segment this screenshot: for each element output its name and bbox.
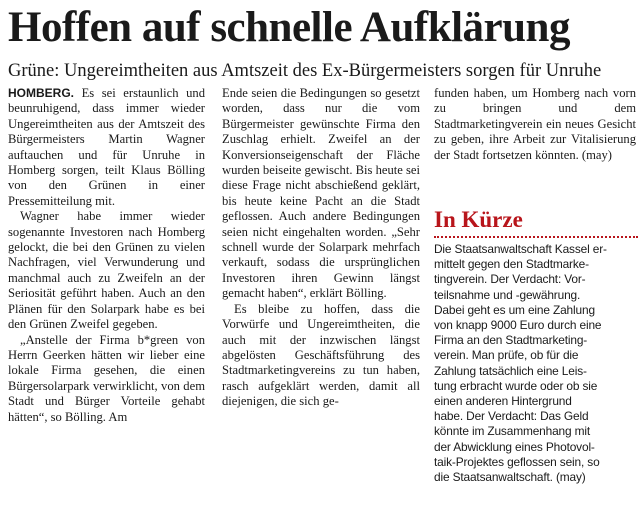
article-headline: Hoffen auf schnelle Aufklärung <box>8 4 570 51</box>
kurz-line: Firma an den Stadtmarketing- <box>434 333 588 348</box>
kurz-line: tung erbracht wurde oder ob sie <box>434 378 598 393</box>
article-column-2 <box>222 86 420 410</box>
kurz-line: einen anderen Hintergrund <box>434 394 572 409</box>
paragraph-6: funden haben, um Homberg nach vorn zu bringen und dem Stadtmarketingverein ein neues Gesicht zu geben, ihre Arbeit zur Vitalisierung der Stadt fortsetzen könnten. (may) <box>434 86 636 162</box>
dateline: HOMBERG. <box>8 86 74 100</box>
kurz-line: habe. Der Verdacht: Das Geld <box>434 409 589 424</box>
paragraph-3: „Anstelle der Firma b*green von Herrn Geerken hätten wir lieber eine lokale Firma gesehen, die einen Bürgersolarpark verwirklicht, von dem Stadt und Bürger Vorteile gehabt hätten“, so Bölling. Am <box>8 332 205 424</box>
paragraph-4: Ende seien die Bedingungen so gesetzt worden, dass nur die vom Bürgermeister gewünschte Firma den Zuschlag erhielt. Zweifel an der Konversionseigenschaft der Fläche wurden beiseite gewischt. Bis heute sei diese Frage nicht abschießend geklärt, bis heute keine Pacht an die Stadt geflossen. Auch andere Bedingungen seien nicht eingehalten worden. „Sehr schnell wurde der Solarpark mehrfach verkauft, sodass die ursprünglichen Investoren ihren Gewinn längst gemacht haben“, erklärt Bölling. <box>222 86 420 301</box>
kurz-line: von knapp 9000 Euro durch eine <box>434 318 602 333</box>
article-column-3 <box>434 86 636 163</box>
kurz-line: könnte im Zusammenhang mit <box>434 424 591 439</box>
kurz-box-title: In Kürze <box>434 207 523 232</box>
kurz-line: Zahlung tatsächlich eine Leis- <box>434 363 587 378</box>
article-column-1 <box>8 86 205 425</box>
kurz-line: die Staatsanwaltschaft. (may) <box>434 470 586 485</box>
kurz-line: verein. Man prüfe, ob für die <box>434 348 579 363</box>
kurz-line: teilsnahme und -gewährung. <box>434 287 581 302</box>
kurz-line: tingverein. Der Verdacht: Vor- <box>434 272 586 287</box>
kurz-line: der Abwicklung eines Photovol- <box>434 439 595 454</box>
kurz-line: Dabei geht es um eine Zahlung <box>434 302 595 317</box>
kurz-box-text <box>434 242 638 485</box>
paragraph-1-text: Es sei erstaunlich und beunruhigend, dass immer wieder Ungereimtheiten aus der Amtszeit des Bürgermeisters Martin Wagner auftauchen und für Unruhe in Homberg sorgen, teilt Klaus Bölling von den Grünen in einer Pressemitteilung mit. <box>8 86 205 208</box>
paragraph-5: Es bleibe zu hoffen, dass die Vorwürfe und Ungereimtheiten, die auch mit der inzwischen längst abgelösten Geschäftsführung des Stadtmarketingvereins zu tun haben, rasch aufgeklärt werden, damit all diejenigen, die sich ge- <box>222 301 420 409</box>
kurz-line: taik-Projektes geflossen sein, so <box>434 454 600 469</box>
article-subheadline: Grüne: Ungereimtheiten aus Amtszeit des Ex-Bürgermeisters sorgen für Unruhe <box>8 61 602 81</box>
kurz-box-divider <box>434 236 638 238</box>
paragraph-1 <box>8 86 205 209</box>
kurz-line: Die Staatsanwaltschaft Kassel er- <box>434 242 607 256</box>
kurz-line: mittelt gegen den Stadtmarke- <box>434 257 589 272</box>
paragraph-2: Wagner habe immer wieder sogenannte Investoren nach Homberg gelockt, die bei den Grünen zu vielen Nachfragen, viel Verwunderung und manchmal auch zu Zweifeln an der Seriosität geführt haben. Auch an den Plänen für den Solarpark habe es bei den Grünen Zweifel gegeben. <box>8 209 205 332</box>
